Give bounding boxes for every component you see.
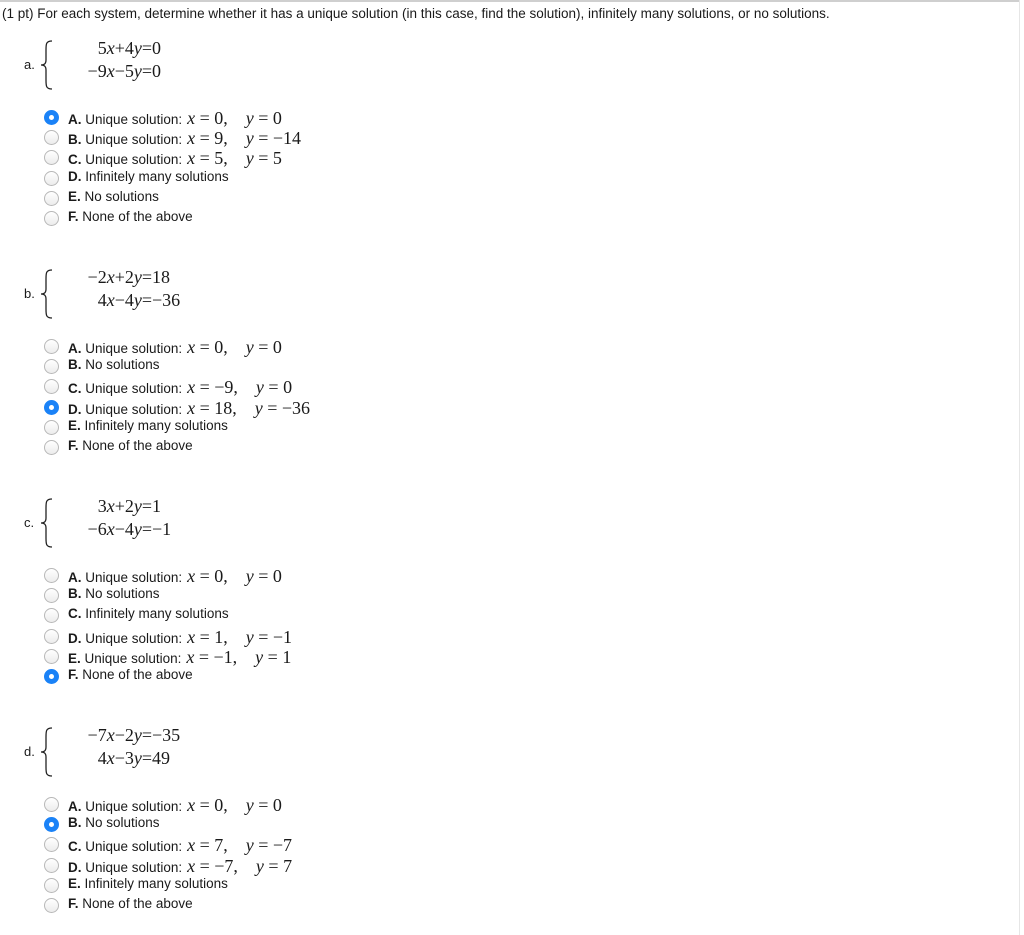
radio-unselected-icon[interactable] (44, 211, 59, 226)
equation-lhs: −9x−5y= (87, 61, 152, 81)
part-label: b. (24, 286, 35, 301)
option-text: Unique solution: (85, 401, 183, 417)
radio-unselected-icon[interactable] (44, 191, 59, 206)
solution-y-value: 0 (272, 337, 282, 357)
option-label (68, 169, 229, 184)
solution-y-value: 1 (282, 646, 292, 667)
left-brace-icon (40, 727, 52, 777)
radio-unselected-icon[interactable] (44, 858, 59, 873)
equation-rhs: −1 (152, 519, 172, 539)
option-label (68, 357, 160, 372)
solution-x-value: 0 (214, 337, 224, 357)
problem-prompt: (1 pt) For each system, determine whether it has a unique solution (in this case, find the solution), infinitely many solutions, or no solutions. (2, 6, 830, 21)
option-text: Unique solution: (85, 859, 183, 875)
solution-x-value: 5 (214, 148, 224, 169)
option-label (68, 209, 193, 224)
solution-x-value: −7 (214, 855, 234, 876)
part-label: d. (24, 744, 35, 759)
answer-option[interactable] (0, 625, 420, 645)
solution-y-value: 0 (272, 566, 282, 586)
answer-option[interactable] (0, 645, 420, 665)
equation (64, 290, 192, 311)
answer-option[interactable] (0, 584, 420, 604)
solution-x-value: 0 (214, 108, 224, 128)
equation-rhs: −36 (152, 290, 181, 310)
left-brace-icon (40, 498, 52, 548)
solution-y-value: −7 (272, 835, 293, 856)
answer-option[interactable] (0, 813, 420, 833)
answer-option[interactable] (0, 207, 420, 227)
equation (64, 38, 192, 59)
part-label: a. (24, 57, 35, 72)
answer-option[interactable] (0, 106, 420, 126)
radio-unselected-icon[interactable] (44, 359, 59, 374)
option-label (68, 586, 160, 601)
option-text: Unique solution: (84, 650, 182, 666)
option-solution: x = −1, y = 1 (186, 646, 292, 667)
equation-lhs: 3x+2y= (97, 496, 152, 516)
option-label (68, 606, 229, 621)
option-letter: C. (68, 381, 82, 397)
answer-option[interactable] (0, 187, 420, 207)
radio-unselected-icon[interactable] (44, 878, 59, 893)
option-letter: B. (68, 586, 82, 602)
answer-option[interactable] (0, 854, 420, 874)
option-text: Infinitely many solutions (85, 168, 229, 184)
option-letter: C. (68, 839, 82, 855)
radio-selected-icon[interactable] (44, 110, 59, 125)
solution-x-value: 18 (214, 397, 233, 418)
equation-lhs: 4x−3y= (97, 748, 152, 768)
equation-rhs: 18 (152, 267, 170, 287)
radio-unselected-icon[interactable] (44, 797, 59, 812)
option-letter: E. (68, 650, 81, 666)
option-solution: x = 0, y = 0 (187, 108, 282, 128)
option-text: Unique solution: (85, 152, 183, 168)
answer-option[interactable] (0, 167, 420, 187)
answer-option[interactable] (0, 335, 420, 355)
option-text: No solutions (85, 586, 160, 602)
option-text: No solutions (84, 188, 159, 204)
radio-unselected-icon[interactable] (44, 440, 59, 455)
radio-unselected-icon[interactable] (44, 837, 59, 852)
option-letter: D. (68, 630, 82, 646)
option-solution: x = −7, y = 7 (187, 855, 293, 876)
option-solution: x = 0, y = 0 (187, 337, 282, 357)
radio-unselected-icon[interactable] (44, 629, 59, 644)
option-text: Unique solution: (85, 381, 183, 397)
equation-lhs: 5x+4y= (97, 38, 152, 58)
option-solution: x = 18, y = −36 (187, 397, 311, 418)
option-letter: D. (68, 859, 82, 875)
option-letter: C. (68, 606, 82, 622)
option-solution: x = 5, y = 5 (187, 148, 282, 169)
option-letter: E. (68, 417, 81, 433)
option-letter: F. (68, 209, 79, 224)
solution-y-value: 0 (272, 108, 282, 128)
option-label (68, 876, 228, 891)
option-letter: A. (68, 799, 82, 814)
answer-option[interactable] (0, 375, 420, 398)
radio-unselected-icon[interactable] (44, 588, 59, 603)
equation (64, 519, 192, 540)
answer-option[interactable] (0, 436, 420, 456)
option-text: Unique solution: (85, 839, 183, 855)
option-text: Unique solution: (85, 341, 183, 356)
option-solution: x = 0, y = 0 (187, 566, 282, 586)
radio-selected-icon[interactable] (44, 400, 59, 415)
solution-y-value: 7 (283, 855, 293, 876)
answer-option[interactable] (0, 564, 420, 584)
solution-x-value: 1 (214, 626, 224, 647)
equation-lhs: −7x−2y= (87, 725, 152, 745)
radio-selected-icon[interactable] (44, 817, 59, 832)
radio-unselected-icon[interactable] (44, 379, 59, 394)
radio-unselected-icon[interactable] (44, 130, 59, 145)
option-solution: x = 1, y = −1 (187, 626, 293, 647)
radio-unselected-icon[interactable] (44, 608, 59, 623)
equation-rhs: 0 (152, 38, 161, 58)
equation (64, 748, 192, 769)
option-text: None of the above (82, 209, 193, 224)
option-text: None of the above (82, 438, 193, 453)
option-letter: F. (68, 438, 79, 453)
option-label (68, 189, 159, 204)
option-letter: A. (68, 112, 82, 127)
option-text: Infinitely many solutions (84, 417, 228, 433)
solution-x-value: 0 (214, 566, 224, 586)
solution-x-value: 9 (214, 128, 224, 149)
answer-option[interactable] (0, 396, 420, 416)
radio-unselected-icon[interactable] (44, 171, 59, 186)
solution-x-value: −9 (214, 377, 234, 398)
solution-y-value: 0 (283, 377, 293, 398)
option-text: Unique solution: (85, 112, 183, 127)
radio-unselected-icon[interactable] (44, 649, 59, 664)
solution-x-value: 7 (214, 835, 224, 856)
radio-unselected-icon[interactable] (44, 420, 59, 435)
option-label (68, 667, 193, 682)
equation-rhs: −35 (152, 725, 181, 745)
equation-rhs: 1 (152, 496, 161, 516)
option-letter: B. (68, 357, 82, 373)
option-solution: x = 9, y = −14 (187, 128, 302, 149)
answer-option[interactable] (0, 355, 420, 375)
option-text: Unique solution: (85, 132, 183, 148)
option-letter: F. (68, 896, 79, 911)
radio-unselected-icon[interactable] (44, 339, 59, 354)
left-brace-icon (40, 40, 52, 90)
answer-option[interactable] (0, 665, 420, 685)
equation-rhs: 49 (152, 748, 170, 768)
option-solution: x = −9, y = 0 (187, 377, 293, 398)
answer-option[interactable] (0, 793, 420, 813)
option-text: Infinitely many solutions (85, 606, 229, 622)
option-letter: E. (68, 188, 81, 204)
top-divider (0, 0, 1020, 2)
solution-y-value: 5 (272, 148, 282, 169)
option-solution: x = 0, y = 0 (187, 795, 282, 815)
equation-rhs: 0 (152, 61, 161, 81)
answer-option[interactable] (0, 126, 420, 149)
option-letter: D. (68, 401, 82, 417)
option-label (68, 815, 160, 830)
option-label (68, 438, 193, 453)
option-letter: B. (68, 815, 82, 831)
option-letter: B. (68, 132, 82, 148)
option-label (68, 896, 193, 911)
right-divider (1019, 0, 1020, 935)
equation-system (0, 267, 400, 337)
answer-option[interactable] (0, 416, 420, 436)
solution-y-value: −14 (272, 128, 302, 149)
option-label (68, 418, 228, 433)
option-letter: A. (68, 570, 82, 585)
option-text: Unique solution: (85, 630, 183, 646)
solution-x-value: 0 (214, 795, 224, 815)
option-text: No solutions (85, 357, 160, 373)
option-text: None of the above (82, 667, 193, 682)
option-letter: D. (68, 168, 82, 184)
equation-lhs: −6x−4y= (87, 519, 152, 539)
left-brace-icon (40, 269, 52, 319)
radio-unselected-icon[interactable] (44, 568, 59, 583)
option-text: Infinitely many solutions (84, 875, 228, 891)
answer-option[interactable] (0, 894, 420, 914)
option-text: Unique solution: (85, 799, 183, 814)
equation-lhs: −2x+2y= (87, 267, 152, 287)
part-label: c. (24, 515, 35, 530)
equation-system (0, 38, 400, 108)
option-text: No solutions (85, 815, 160, 831)
radio-selected-icon[interactable] (44, 669, 59, 684)
answer-option[interactable] (0, 833, 420, 856)
option-text: Unique solution: (85, 570, 183, 585)
answer-option[interactable] (0, 604, 420, 624)
radio-unselected-icon[interactable] (44, 150, 59, 165)
equation (64, 267, 192, 288)
option-letter: F. (68, 667, 79, 682)
solution-y-value: −1 (272, 626, 293, 647)
option-letter: A. (68, 341, 82, 356)
option-letter: E. (68, 875, 81, 891)
option-text: None of the above (82, 896, 193, 911)
equation-system (0, 496, 400, 566)
option-letter: C. (68, 152, 82, 168)
solution-y-value: −36 (281, 397, 311, 418)
solution-x-value: −1 (213, 646, 233, 667)
equation (64, 725, 192, 746)
answer-option[interactable] (0, 874, 420, 894)
equation-system (0, 725, 400, 795)
option-solution: x = 7, y = −7 (187, 835, 293, 856)
equation (64, 61, 192, 82)
equation-lhs: 4x−4y= (97, 290, 152, 310)
radio-unselected-icon[interactable] (44, 898, 59, 913)
solution-y-value: 0 (272, 795, 282, 815)
equation (64, 496, 192, 517)
answer-option[interactable] (0, 146, 420, 169)
